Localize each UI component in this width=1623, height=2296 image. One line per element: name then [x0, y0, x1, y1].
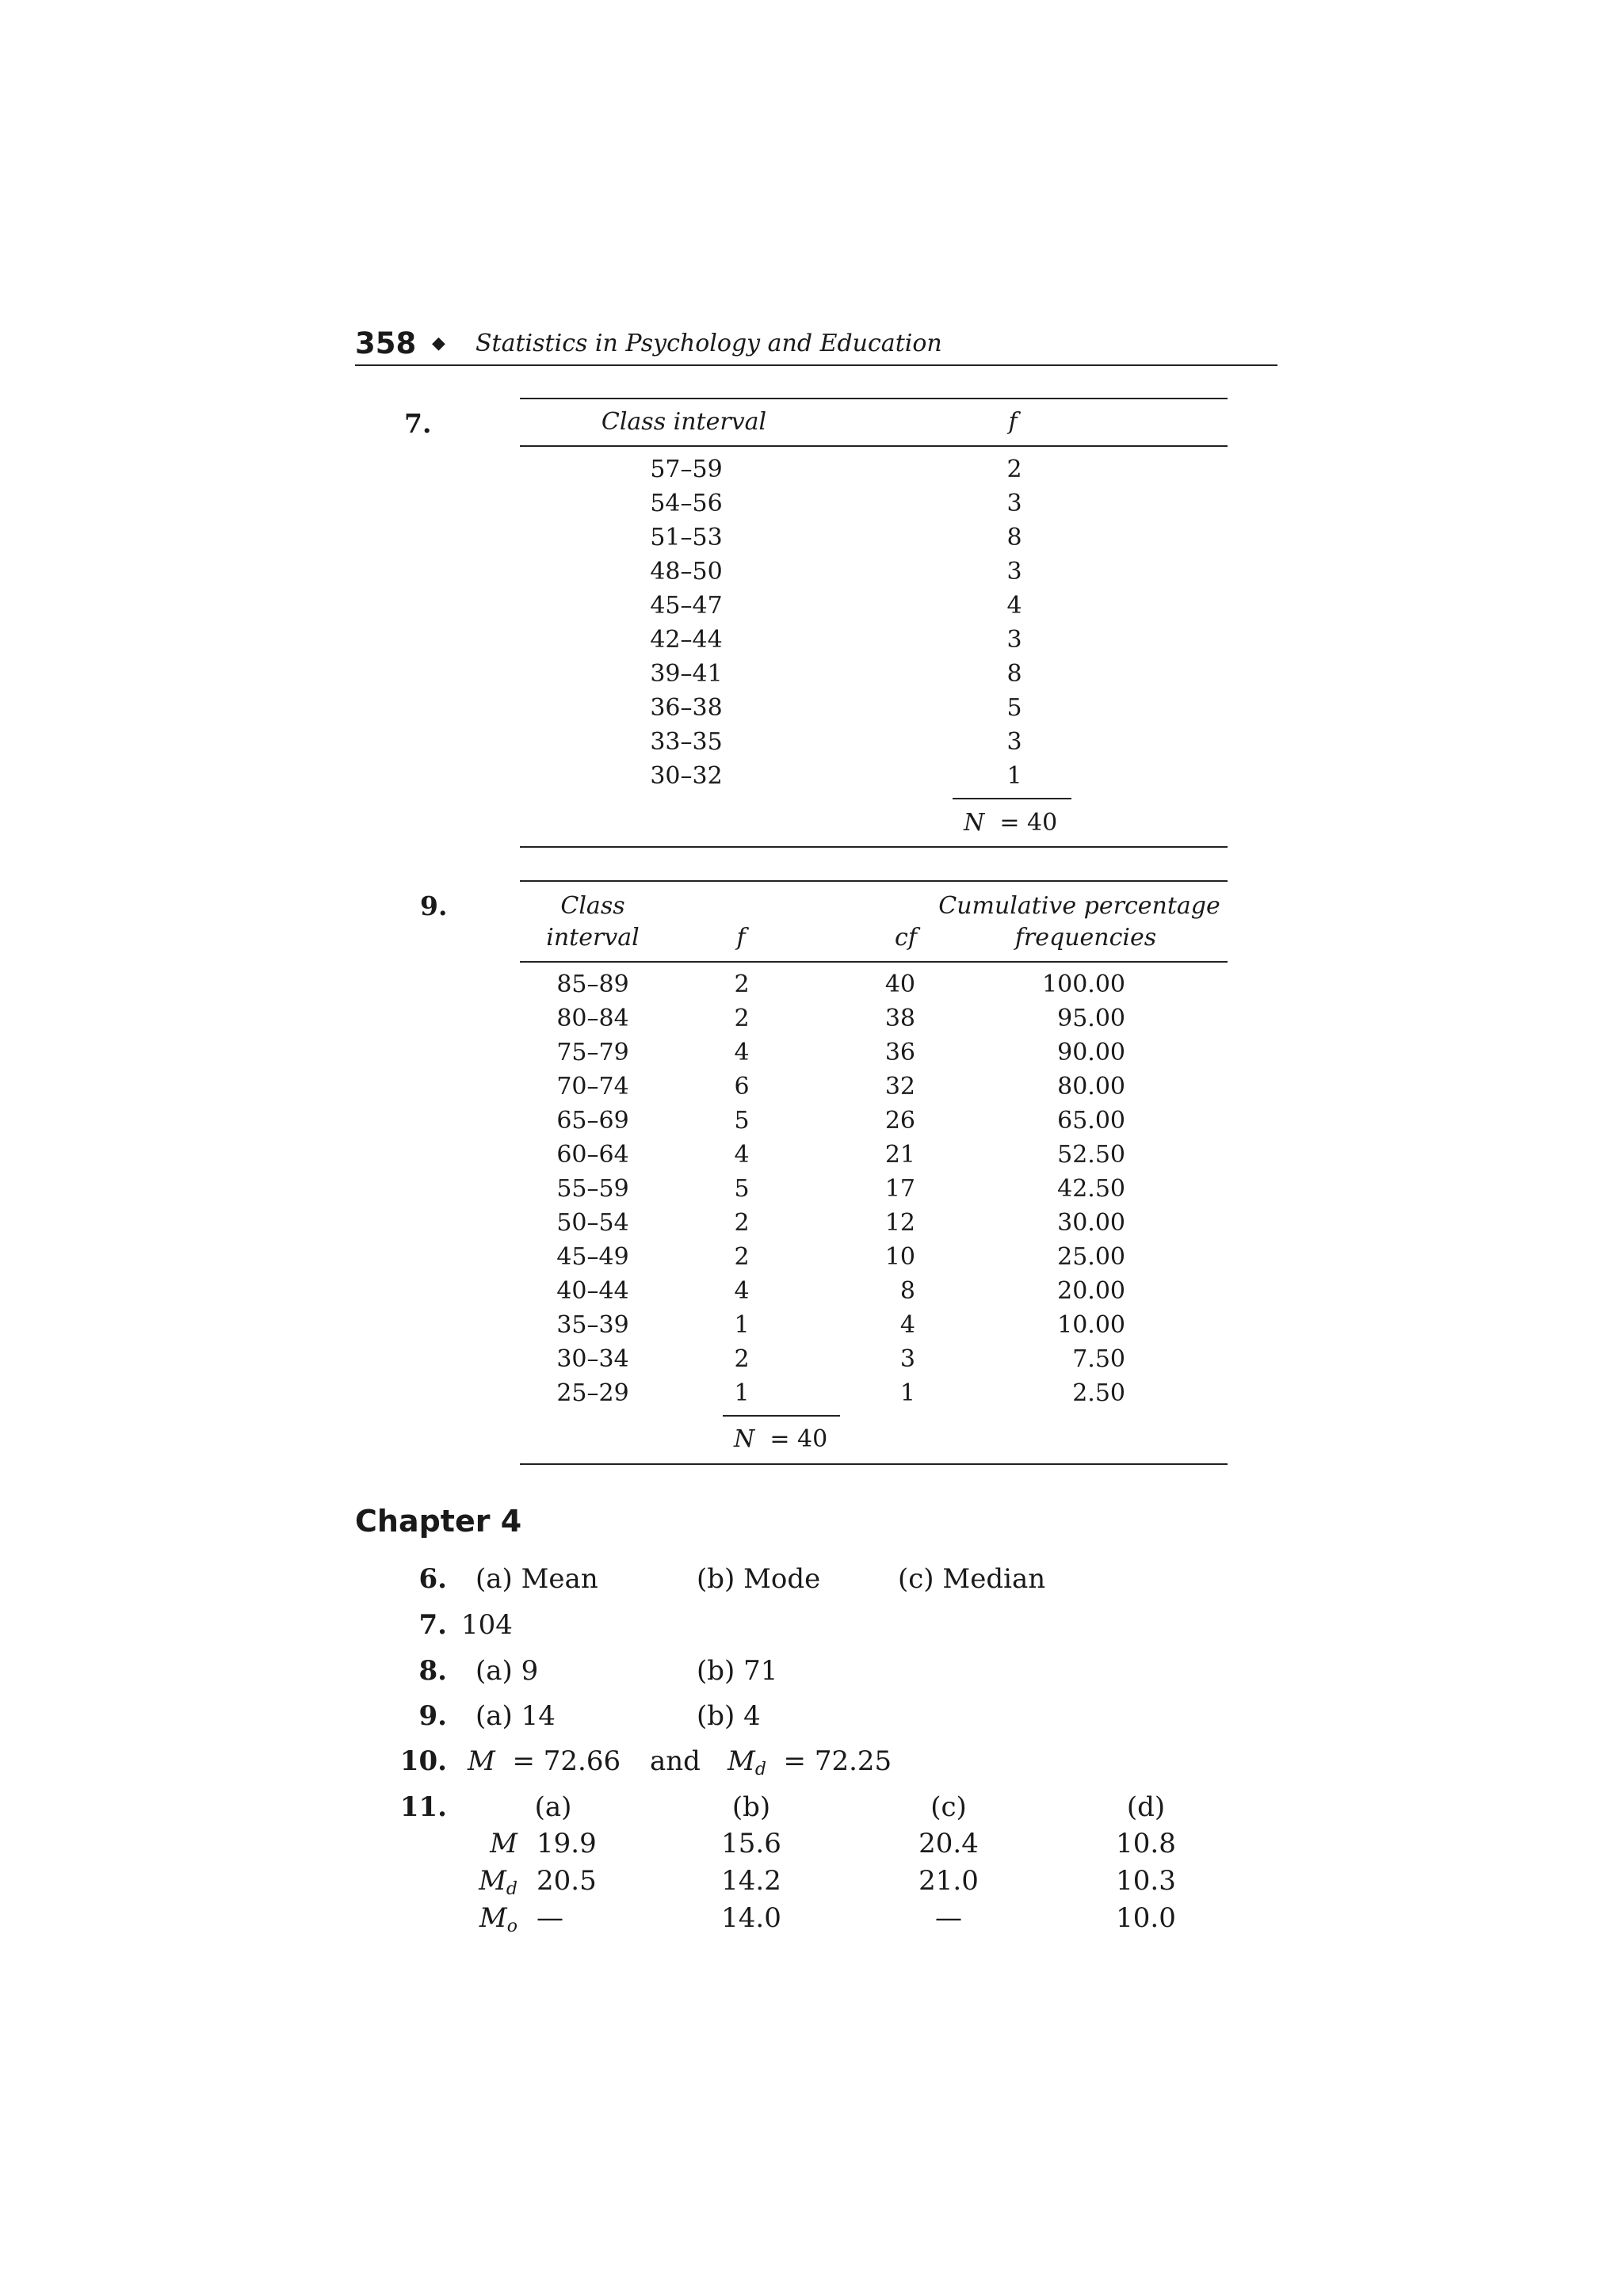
q9-cumulative-percentage-cell: 10.00: [1057, 1311, 1125, 1339]
q9-class-interval-cell: 85–89: [556, 971, 629, 998]
q7-f-cell: 8: [1006, 660, 1022, 688]
q9-class-interval-cell: 70–74: [556, 1073, 629, 1100]
q9-cf-cell: 36: [884, 1039, 915, 1066]
q9-f-cell: 6: [734, 1073, 750, 1100]
q9-number: 9.: [420, 891, 448, 921]
answer-11-row-label: M: [490, 1828, 517, 1859]
answer-10-and: and: [650, 1745, 701, 1777]
q7-class-interval-cell: 48–50: [650, 558, 723, 585]
q9-f-cell: 4: [734, 1141, 750, 1169]
q9-cumulative-percentage-cell: 2.50: [1072, 1379, 1125, 1407]
answer-6b: (b) Mode: [697, 1563, 821, 1595]
q9-cf-cell: 4: [899, 1311, 915, 1339]
q7-class-interval-cell: 36–38: [650, 694, 723, 722]
answer-8a: (a) 9: [475, 1655, 539, 1687]
q7-class-interval-cell: 33–35: [650, 728, 723, 756]
q7-class-interval-cell: 30–32: [650, 762, 723, 790]
answer-11-value: 14.0: [721, 1902, 781, 1934]
q9-cumulative-percentage-cell: 30.00: [1057, 1209, 1125, 1237]
q7-top-rule: [520, 398, 1228, 399]
q9-cf-cell: 32: [884, 1073, 915, 1100]
answer-11-col-header: (c): [930, 1791, 967, 1823]
q7-class-interval-cell: 42–44: [650, 626, 723, 654]
q9-cumulative-percentage-cell: 25.00: [1057, 1243, 1125, 1271]
q9-cf-cell: 21: [884, 1141, 915, 1169]
q9-sum-rule: [723, 1415, 840, 1417]
answer-11-col-header: (b): [731, 1791, 771, 1823]
q9-cumulative-percentage-cell: 100.00: [1042, 971, 1125, 998]
q9-cumulative-percentage-cell: 65.00: [1057, 1107, 1125, 1135]
answer-11-value: 10.0: [1116, 1902, 1176, 1934]
q9-f-cell: 4: [734, 1039, 750, 1066]
q7-f-cell: 3: [1006, 728, 1022, 756]
q9-class-interval-cell: 50–54: [556, 1209, 629, 1237]
q9-f-cell: 5: [734, 1107, 750, 1135]
answer-11-number: 11.: [399, 1791, 447, 1823]
answer-11-col-header: (d): [1126, 1791, 1166, 1823]
q9-f-cell: 2: [734, 1243, 750, 1271]
q7-f-cell: 1: [1006, 762, 1022, 790]
q9-cumulative-percentage-cell: 52.50: [1057, 1141, 1125, 1169]
answer-7-number: 7.: [418, 1609, 447, 1641]
q9-cf-cell: 38: [884, 1005, 915, 1032]
page-number: 358: [355, 326, 417, 360]
answer-8b: (b) 71: [697, 1655, 778, 1687]
q7-class-interval-cell: 51–53: [650, 524, 723, 551]
answer-11-value: 21.0: [918, 1865, 979, 1897]
q9-cf-cell: 40: [884, 971, 915, 998]
q7-class-interval-cell: 45–47: [650, 592, 723, 620]
answer-11-row-label: $M_d$: [479, 1865, 517, 1899]
q7-sum-rule: [953, 798, 1071, 799]
q7-class-interval-cell: 39–41: [650, 660, 723, 688]
q7-f-cell: 2: [1006, 456, 1022, 483]
q9-class-interval-cell: 25–29: [556, 1379, 629, 1407]
q7-col-class-interval: Class interval: [601, 408, 767, 436]
q9-col-f: f: [736, 924, 746, 952]
answer-11-value: —: [537, 1902, 563, 1934]
q9-f-cell: 5: [734, 1175, 750, 1203]
q9-class-interval-cell: 65–69: [556, 1107, 629, 1135]
q9-header-rule: [520, 961, 1228, 963]
q9-cumulative-percentage-cell: 42.50: [1057, 1175, 1125, 1203]
answer-11-value: 14.2: [721, 1865, 781, 1897]
q9-f-cell: 4: [734, 1277, 750, 1305]
q9-col-cumulative-2: frequencies: [1014, 924, 1157, 952]
q9-f-cell: 1: [734, 1379, 750, 1407]
q7-total: N = 40: [964, 809, 1058, 837]
q9-cumulative-percentage-cell: 80.00: [1057, 1073, 1125, 1100]
answer-11-col-header: (a): [534, 1791, 572, 1823]
q9-cf-cell: 3: [899, 1345, 915, 1373]
q9-class-interval-cell: 40–44: [556, 1277, 629, 1305]
q9-col-class-2: interval: [546, 924, 640, 952]
answer-10-median: $M_d = 72.25$: [727, 1745, 892, 1779]
q9-cf-cell: 8: [899, 1277, 915, 1305]
q9-total: N = 40: [734, 1425, 828, 1453]
q7-f-cell: 8: [1006, 524, 1022, 551]
q9-col-cumulative-1: Cumulative percentage: [938, 892, 1220, 920]
q9-cf-cell: 12: [884, 1209, 915, 1237]
answer-9b: (b) 4: [697, 1700, 761, 1732]
q9-f-cell: 2: [734, 1005, 750, 1032]
q7-f-cell: 3: [1006, 558, 1022, 585]
answer-9a: (a) 14: [475, 1700, 556, 1732]
q9-cumulative-percentage-cell: 20.00: [1057, 1277, 1125, 1305]
answer-10-number: 10.: [399, 1745, 447, 1777]
answer-11-value: 20.5: [537, 1865, 597, 1897]
answer-11-value: 10.3: [1116, 1865, 1176, 1897]
q7-col-f: f: [1008, 408, 1018, 436]
q9-col-cf: cf: [895, 924, 917, 952]
q9-cf-cell: 1: [899, 1379, 915, 1407]
q9-f-cell: 2: [734, 971, 750, 998]
q7-number: 7.: [404, 408, 432, 439]
answer-11-row-label: $M_o$: [479, 1902, 517, 1936]
q9-f-cell: 2: [734, 1345, 750, 1373]
q9-class-interval-cell: 80–84: [556, 1005, 629, 1032]
answer-11-value: 19.9: [537, 1828, 597, 1859]
header-rule: [355, 364, 1277, 366]
book-title: Statistics in Psychology and Education: [475, 330, 942, 357]
q9-cf-cell: 10: [884, 1243, 915, 1271]
answer-6-number: 6.: [418, 1563, 447, 1595]
q7-class-interval-cell: 57–59: [650, 456, 723, 483]
q7-class-interval-cell: 54–56: [650, 490, 723, 517]
q7-f-cell: 3: [1006, 490, 1022, 517]
answer-6c: (c) Median: [898, 1563, 1046, 1595]
q9-top-rule: [520, 880, 1228, 882]
q7-f-cell: 4: [1006, 592, 1022, 620]
answer-11-value: 20.4: [918, 1828, 979, 1859]
q7-f-cell: 3: [1006, 626, 1022, 654]
q9-col-class-1: Class: [560, 892, 625, 920]
answer-11-value: —: [935, 1902, 962, 1934]
q9-cumulative-percentage-cell: 90.00: [1057, 1039, 1125, 1066]
q9-class-interval-cell: 45–49: [556, 1243, 629, 1271]
q7-bottom-rule: [520, 846, 1228, 848]
q9-cumulative-percentage-cell: 7.50: [1072, 1345, 1125, 1373]
q9-bottom-rule: [520, 1463, 1228, 1465]
q9-cumulative-percentage-cell: 95.00: [1057, 1005, 1125, 1032]
answer-7: 104: [461, 1609, 513, 1641]
q9-class-interval-cell: 75–79: [556, 1039, 629, 1066]
answer-10-mean: M = 72.66: [468, 1745, 621, 1777]
q9-class-interval-cell: 55–59: [556, 1175, 629, 1203]
q9-cf-cell: 17: [884, 1175, 915, 1203]
q9-f-cell: 2: [734, 1209, 750, 1237]
answer-8-number: 8.: [418, 1655, 447, 1687]
diamond-icon: ◆: [432, 334, 445, 353]
q9-class-interval-cell: 30–34: [556, 1345, 629, 1373]
answer-11-value: 10.8: [1116, 1828, 1176, 1859]
q7-header-rule: [520, 445, 1228, 447]
q7-f-cell: 5: [1006, 694, 1022, 722]
answer-9-number: 9.: [418, 1700, 447, 1732]
answer-11-value: 15.6: [721, 1828, 781, 1859]
q9-class-interval-cell: 35–39: [556, 1311, 629, 1339]
q9-f-cell: 1: [734, 1311, 750, 1339]
q9-cf-cell: 26: [884, 1107, 915, 1135]
answer-6a: (a) Mean: [475, 1563, 598, 1595]
q9-class-interval-cell: 60–64: [556, 1141, 629, 1169]
chapter-heading: Chapter 4: [355, 1504, 522, 1539]
